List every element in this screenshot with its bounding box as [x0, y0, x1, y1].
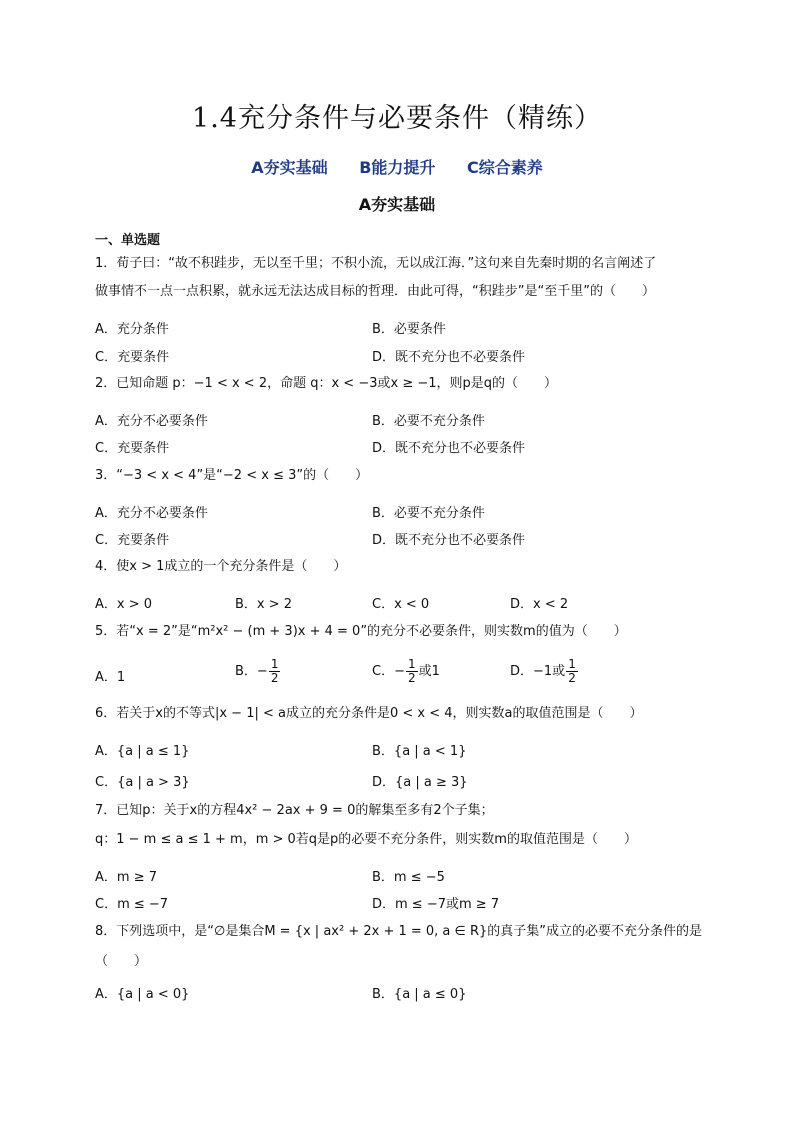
q5-option-b-fraction: $\frac{1}{2}$: [270, 657, 279, 685]
q2-option-a: A．充分不必要条件: [95, 414, 208, 429]
q7-option-c: C．m ≤ −7: [95, 897, 169, 912]
nav-item-c: C综合素养: [467, 158, 543, 177]
q8-option-a: A．{a | a < 0}: [95, 987, 190, 1002]
q1-option-b: B．必要条件: [372, 322, 446, 337]
q7-option-b: B．m ≤ −5: [372, 870, 445, 885]
q6-option-a: A．{a | a ≤ 1}: [95, 744, 190, 759]
q3-option-d: D．既不充分也不必要条件: [372, 533, 526, 548]
nav-item-a: A夯实基础: [251, 158, 328, 177]
q5-option-d-fraction: $\frac{1}{2}$: [568, 657, 576, 685]
q7-option-d: D．m ≤ −7或m ≥ 7: [372, 897, 500, 912]
question-5: 5．若“x = 2”是“m²x² − (m + 3)x + 4 = 0”的充分不必要条件，则实数m的值为（ ）: [95, 624, 627, 639]
q3-option-b: B．必要不充分条件: [372, 506, 485, 521]
q1-option-d: D．既不充分也不必要条件: [372, 350, 526, 365]
q5-option-d-label: D．−1或: [510, 664, 566, 679]
question-4: 4．使x > 1成立的一个充分条件是（ ）: [95, 559, 347, 574]
q4-option-b: B．x > 2: [235, 597, 293, 612]
q5-option-c-fraction: $\frac{1}{2}$: [407, 657, 416, 685]
q5-option-c-label: C．−: [372, 664, 405, 679]
q5-option-b-label: B．−: [235, 664, 268, 679]
question-8-line-2: （ ）: [95, 954, 148, 969]
question-8-line-1: 8．下列选项中，是“∅是集合M = {x | ax² + 2x + 1 = 0, a ∈ R}的真子集”成立的必要不充分条件的是: [95, 924, 703, 939]
q6-option-b: B．{a | a < 1}: [372, 744, 467, 759]
question-3: 3．“−3 < x < 4”是“−2 < x ≤ 3”的（ ）: [95, 468, 369, 483]
q5-option-b: [235, 658, 281, 685]
question-1-line-2: 做事情不一点一点积累，就永远无法达成目标的哲理．由此可得，“积跬步”是“至千里”的（ ）: [95, 284, 655, 299]
q4-option-d: D．x < 2: [510, 597, 569, 612]
question-6: 6．若关于x的不等式|x − 1| < a成立的充分条件是0 < x < 4，则实数a的取值范围是（ ）: [95, 706, 643, 721]
part-heading: 一、单选题: [95, 233, 161, 248]
q6-option-c: C．{a | a > 3}: [95, 775, 190, 790]
q1-option-c: C．充要条件: [95, 350, 170, 365]
question-1-line-1: 1．荀子曰：“故不积跬步，无以至千里；不积小流，无以成江海．”这句来自先秦时期的名言阐述了: [95, 256, 657, 271]
q5-option-a: A．1: [95, 670, 126, 685]
q1-option-a: A．充分条件: [95, 322, 169, 337]
question-2: 2．已知命题 p：−1 < x < 2，命题 q：x < −3或x ≥ −1，则p是q的（ ）: [95, 376, 558, 391]
q3-option-c: C．充要条件: [95, 533, 170, 548]
nav-item-b: B能力提升: [359, 158, 436, 177]
q2-option-d: D．既不充分也不必要条件: [372, 441, 526, 456]
question-7-line-2: q：1 − m ≤ a ≤ 1 + m，m > 0若q是p的必要不充分条件，则实数m的取值范围是（ ）: [95, 832, 637, 847]
q4-option-a: A．x > 0: [95, 597, 153, 612]
q2-option-b: B．必要不充分条件: [372, 414, 485, 429]
q8-option-b: B．{a | a ≤ 0}: [372, 987, 467, 1002]
question-7-line-1: 7．已知p：关于x的方程4x² − 2ax + 9 = 0的解集至多有2个子集；: [95, 803, 494, 818]
q5-option-c: C．− $\frac{1}{2}$ 或1: [372, 657, 440, 685]
q5-option-d: [510, 658, 579, 685]
q3-option-a: A．充分不必要条件: [95, 506, 208, 521]
q7-option-a: A．m ≥ 7: [95, 870, 157, 885]
q4-option-c: C．x < 0: [372, 597, 430, 612]
section-nav: [0, 155, 794, 178]
page-title: 1.4充分条件与必要条件（精练）: [192, 103, 602, 134]
section-heading: A夯实基础: [358, 195, 436, 214]
q2-option-c: C．充要条件: [95, 441, 170, 456]
q6-option-d: D．{a | a ≥ 3}: [372, 775, 468, 790]
